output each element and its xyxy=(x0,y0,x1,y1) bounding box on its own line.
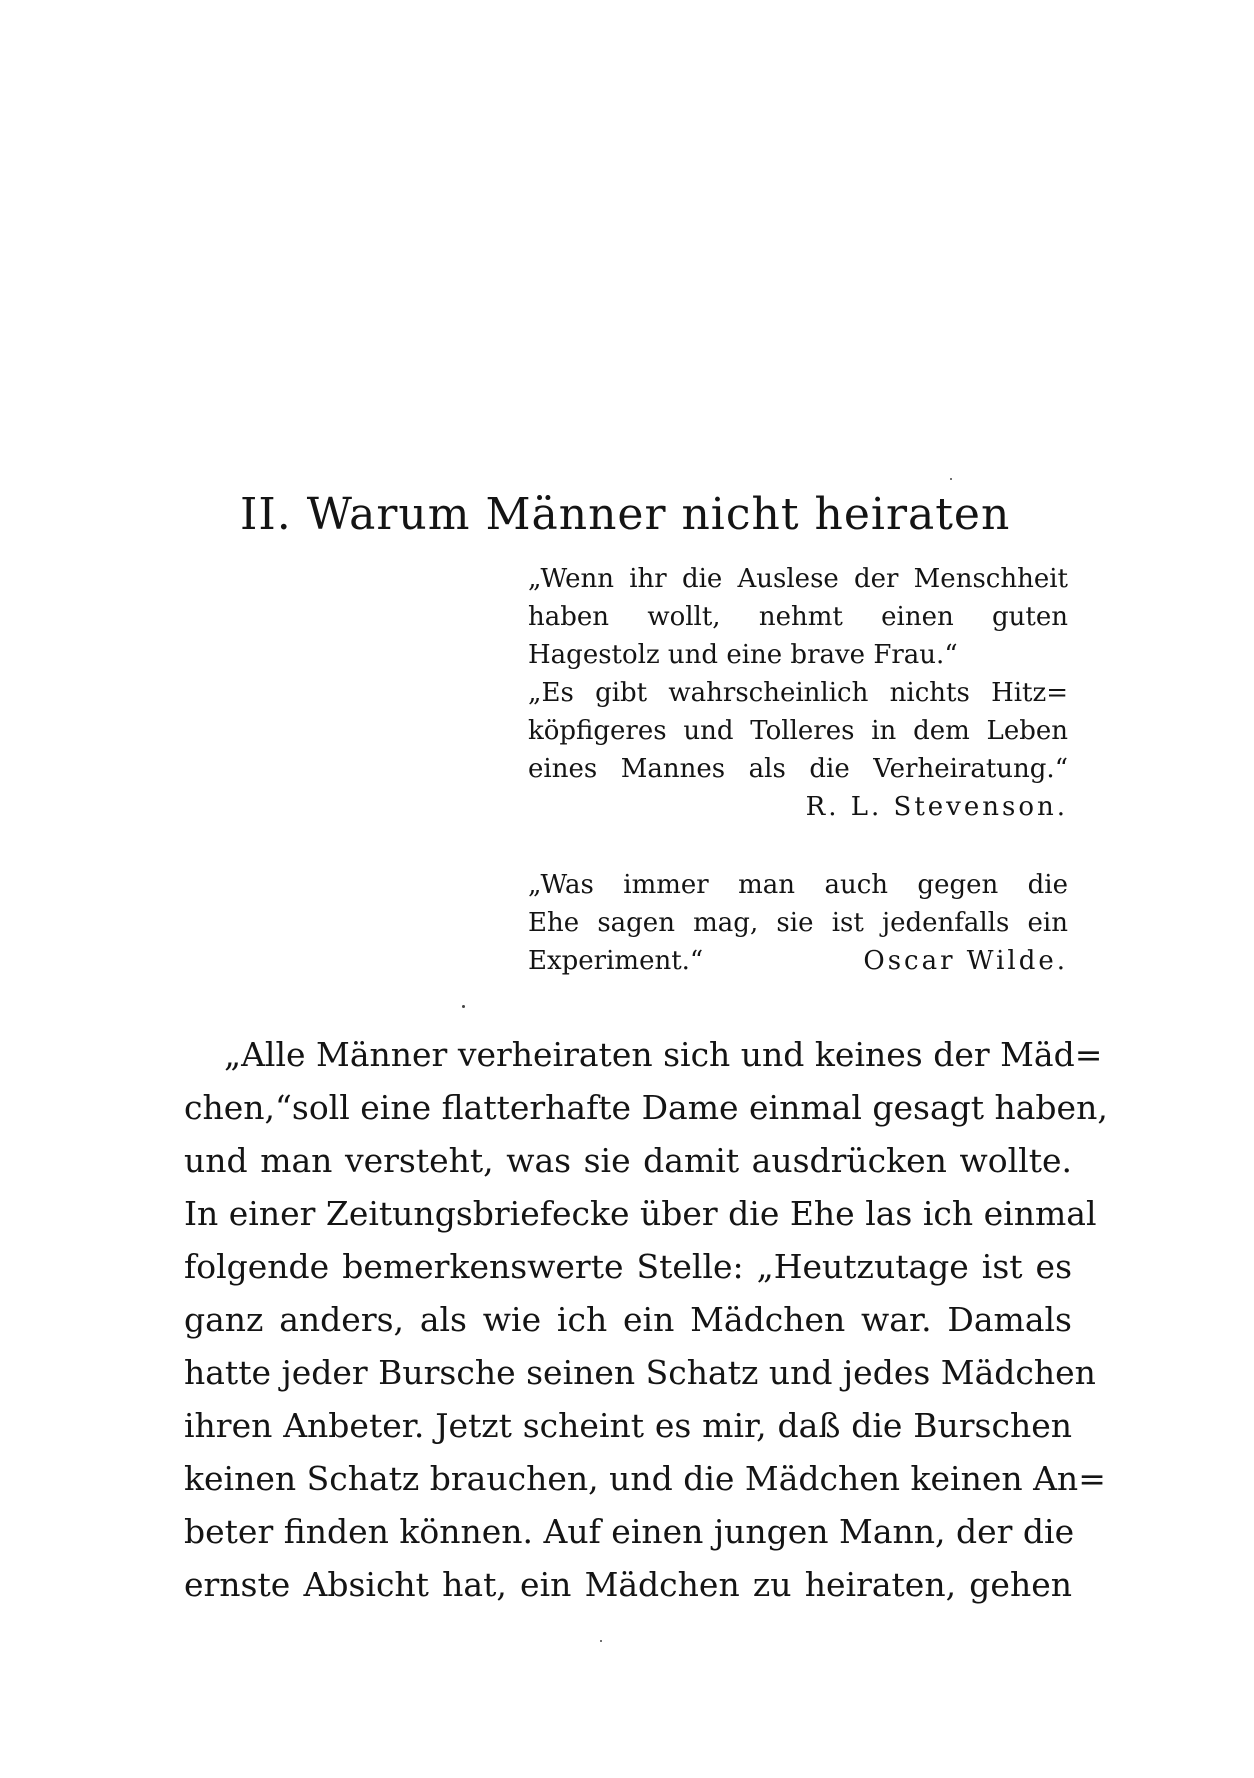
body-paragraph xyxy=(184,1028,1108,1611)
epigraph-line: eines Mannes als die Verheiratung.“ xyxy=(528,754,1068,784)
paper-speck xyxy=(600,1640,602,1642)
body-line: In einer Zeitungsbriefecke über die Ehe las ich einmal xyxy=(184,1194,1097,1233)
epigraph-line: Hagestolz und eine brave Frau.“ xyxy=(528,640,958,670)
body-line: chen,“soll eine flatterhafte Dame einmal gesagt haben, xyxy=(184,1088,1108,1127)
body-line: ganz anders, als wie ich ein Mädchen war. Damals xyxy=(184,1300,1072,1339)
epigraph-wilde xyxy=(528,866,1068,980)
body-line: folgende bemerkenswerte Stelle: „Heutzutage ist es xyxy=(184,1247,1072,1286)
epigraph-stevenson xyxy=(528,560,1068,826)
paper-speck xyxy=(462,1005,465,1008)
epigraph-line: Ehe sagen mag, sie ist jedenfalls ein xyxy=(528,908,1068,938)
epigraph-author: Oscar Wilde. xyxy=(863,946,1068,976)
epigraph-line: „Es gibt wahrscheinlich nichts Hitz= xyxy=(528,678,1068,708)
epigraph-line: Experiment.“ xyxy=(528,946,704,976)
epigraph-author: R. L. Stevenson. xyxy=(805,792,1068,822)
body-line: ihren Anbeter. Jetzt scheint es mir, daß die Burschen xyxy=(184,1406,1072,1445)
body-line: und man versteht, was sie damit ausdrücken wollte. xyxy=(184,1141,1072,1180)
epigraph-line: „Was immer man auch gegen die xyxy=(528,870,1068,900)
body-line: ernste Absicht hat, ein Mädchen zu heiraten, gehen xyxy=(184,1565,1072,1604)
body-line: „Alle Männer verheiraten sich und keines der Mäd= xyxy=(224,1035,1103,1074)
paper-speck xyxy=(950,478,952,480)
epigraph-closing-line xyxy=(528,942,1068,980)
epigraph-line: haben wollt, nehmt einen guten xyxy=(528,602,1068,632)
epigraph-line: „Wenn ihr die Auslese der Menschheit xyxy=(528,564,1068,594)
body-line: hatte jeder Bursche seinen Schatz und jedes Mädchen xyxy=(184,1353,1096,1392)
chapter-title: II. Warum Männer nicht heiraten xyxy=(240,489,1011,540)
body-line: beter finden können. Auf einen jungen Mann, der die xyxy=(184,1512,1075,1551)
epigraph-line: köpfigeres und Tolleres in dem Leben xyxy=(528,716,1068,746)
body-line: keinen Schatz brauchen, und die Mädchen keinen An= xyxy=(184,1459,1106,1498)
